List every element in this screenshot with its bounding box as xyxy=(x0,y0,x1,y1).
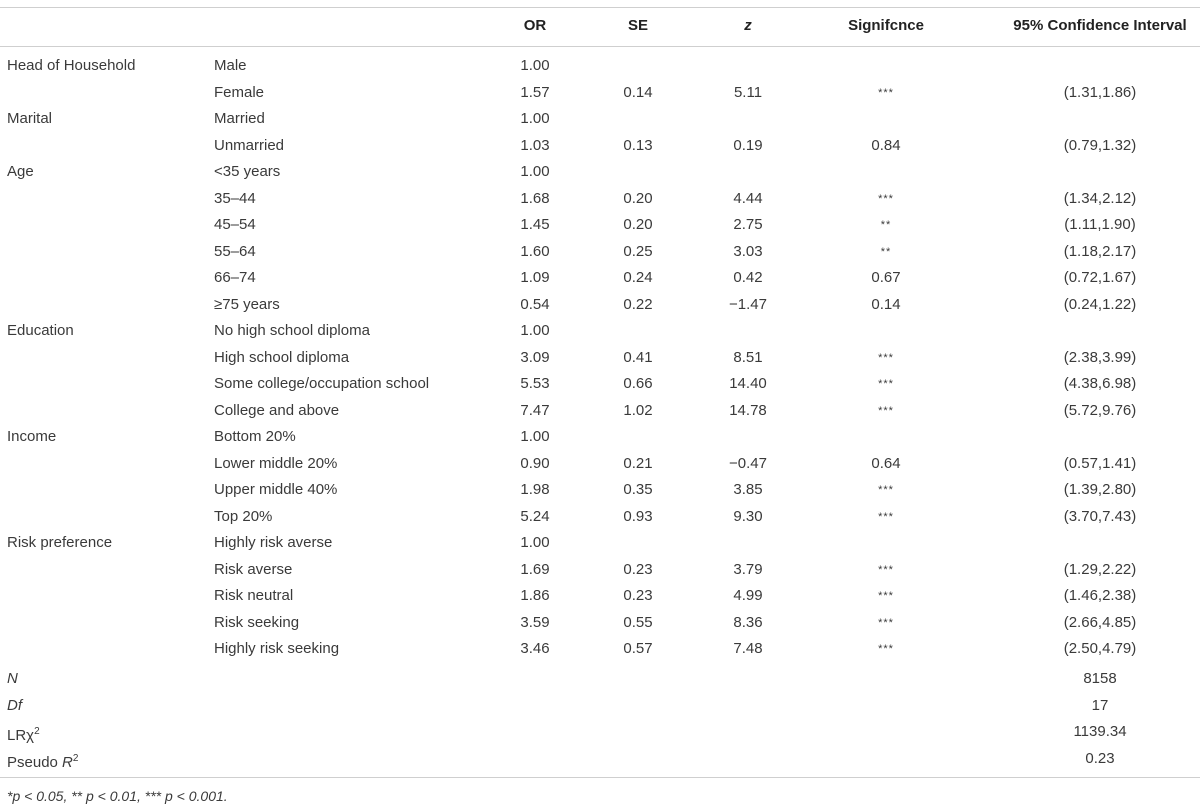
cell-or: 1.09 xyxy=(520,269,550,286)
cell-confidence-interval: (1.34,2.12) xyxy=(1063,189,1137,207)
cell-significance: ** xyxy=(880,245,892,258)
cell-z: 5.11 xyxy=(733,83,763,101)
cell-se: 0.21 xyxy=(623,454,653,472)
cell-se: 0.22 xyxy=(623,295,653,313)
cell-or: 3.09 xyxy=(520,348,550,366)
row-category-label: Risk seeking xyxy=(214,613,300,631)
cell-se: 0.35 xyxy=(623,481,653,498)
row-category-label: 66–74 xyxy=(214,269,256,286)
row-category-label: Married xyxy=(214,110,265,127)
cell-z: −0.47 xyxy=(729,454,767,472)
cell-significance: *** xyxy=(878,484,894,496)
row-category-label: High school diploma xyxy=(214,348,350,366)
cell-significance: *** xyxy=(878,404,894,417)
cell-se: 0.55 xyxy=(623,613,653,631)
table-top-rule xyxy=(0,7,1200,8)
cell-confidence-interval: (5.72,9.76) xyxy=(1063,401,1137,419)
pseudo-text: Pseudo xyxy=(7,753,63,771)
column-header-confidence-interval: 95% Confidence Interval xyxy=(1013,17,1187,34)
cell-or: 3.46 xyxy=(520,640,550,657)
cell-or: 1.03 xyxy=(520,136,550,154)
cell-significance: *** xyxy=(878,563,894,576)
row-group-label: Risk preference xyxy=(7,534,113,551)
cell-se: 0.41 xyxy=(623,348,653,366)
row-category-label: Top 20% xyxy=(214,507,273,525)
cell-or: 7.47 xyxy=(520,401,550,419)
row-category-label: Some college/occupation school xyxy=(214,375,430,392)
cell-or: 5.24 xyxy=(520,507,550,525)
cell-confidence-interval: (1.29,2.22) xyxy=(1063,560,1137,578)
cell-significance: *** xyxy=(878,590,894,602)
lr-superscript: 2 xyxy=(34,726,40,737)
cell-confidence-interval: (2.50,4.79) xyxy=(1063,640,1137,657)
stat-value-df: 17 xyxy=(1091,696,1109,714)
column-header-significance: Signifcnce xyxy=(848,17,924,34)
row-category-label: College and above xyxy=(214,401,340,419)
cell-se: 0.14 xyxy=(623,83,653,101)
cell-se: 1.02 xyxy=(623,401,653,419)
row-category-label: Risk averse xyxy=(214,560,293,578)
cell-z: −1.47 xyxy=(729,295,767,313)
cell-z: 7.48 xyxy=(733,640,763,657)
row-category-label: 35–44 xyxy=(214,189,256,207)
cell-se: 0.57 xyxy=(623,640,653,657)
cell-confidence-interval: (1.18,2.17) xyxy=(1063,242,1137,260)
cell-se: 0.25 xyxy=(623,242,653,260)
cell-confidence-interval: (0.57,1.41) xyxy=(1063,454,1137,472)
cell-confidence-interval: (0.72,1.67) xyxy=(1063,269,1137,286)
cell-or: 1.68 xyxy=(520,189,550,207)
cell-se: 0.93 xyxy=(623,507,653,525)
cell-or: 5.53 xyxy=(520,375,550,392)
cell-or: 1.86 xyxy=(520,587,550,604)
table-bottom-rule xyxy=(0,777,1200,778)
cell-confidence-interval: (3.70,7.43) xyxy=(1063,507,1137,525)
cell-significance: 0.14 xyxy=(871,295,901,313)
cell-or: 1.45 xyxy=(520,216,550,233)
stat-label-lr-chi2 xyxy=(7,719,40,746)
stat-label-n: N xyxy=(7,670,18,687)
cell-se: 0.23 xyxy=(623,587,653,604)
cell-significance: *** xyxy=(878,378,894,390)
header-rule xyxy=(0,46,1200,47)
cell-z: 0.42 xyxy=(733,269,763,286)
row-category-label: Male xyxy=(214,57,247,74)
cell-se: 0.24 xyxy=(623,269,653,286)
cell-se: 0.20 xyxy=(623,189,653,207)
cell-confidence-interval: (1.11,1.90) xyxy=(1064,216,1136,233)
row-category-label: Highly risk seeking xyxy=(214,640,340,657)
cell-significance: ** xyxy=(880,219,892,231)
cell-or: 0.54 xyxy=(520,295,550,313)
stat-label-df: Df xyxy=(7,696,22,714)
cell-significance: *** xyxy=(878,351,894,364)
row-category-label: 55–64 xyxy=(214,242,256,260)
r-variable: R xyxy=(62,753,73,771)
cell-se: 0.23 xyxy=(623,560,653,578)
cell-or: 1.60 xyxy=(520,242,550,260)
row-category-label: No high school diploma xyxy=(214,322,370,339)
cell-or: 1.00 xyxy=(520,428,550,445)
column-header-z: z xyxy=(744,17,752,34)
cell-z: 2.75 xyxy=(733,216,763,233)
cell-z: 4.99 xyxy=(733,587,763,604)
cell-confidence-interval: (4.38,6.98) xyxy=(1063,375,1137,392)
cell-se: 0.66 xyxy=(623,375,653,392)
row-group-label: Age xyxy=(7,163,34,180)
stat-value-n: 8158 xyxy=(1083,670,1117,687)
lr-text: LRχ xyxy=(7,727,35,744)
cell-significance: *** xyxy=(878,616,894,629)
stat-value-pseudo-r2: 0.23 xyxy=(1085,749,1115,767)
cell-z: 4.44 xyxy=(733,189,763,207)
cell-se: 0.13 xyxy=(623,136,653,154)
cell-z: 14.40 xyxy=(729,375,767,392)
cell-or: 1.00 xyxy=(520,322,550,339)
cell-significance: 0.67 xyxy=(871,269,901,286)
cell-significance: 0.84 xyxy=(871,136,901,154)
table-footnote: *p < 0.05, ** p < 0.01, *** p < 0.001. xyxy=(7,788,228,804)
cell-z: 0.19 xyxy=(733,136,763,154)
row-category-label: Highly risk averse xyxy=(214,534,333,551)
r2-superscript: 2 xyxy=(72,752,79,764)
row-category-label: Risk neutral xyxy=(214,587,294,604)
cell-z: 3.85 xyxy=(733,481,763,498)
row-category-label: Female xyxy=(214,83,265,101)
cell-or: 1.00 xyxy=(520,163,550,180)
row-category-label: ≥75 years xyxy=(214,295,280,313)
column-header-se: SE xyxy=(627,17,648,34)
row-group-label: Education xyxy=(7,322,74,339)
cell-significance: *** xyxy=(878,192,894,205)
cell-or: 1.98 xyxy=(520,481,550,498)
row-category-label: Upper middle 40% xyxy=(214,481,338,498)
cell-significance: 0.64 xyxy=(871,454,901,472)
cell-confidence-interval: (1.39,2.80) xyxy=(1063,481,1137,498)
cell-confidence-interval: (2.38,3.99) xyxy=(1063,348,1137,366)
cell-se: 0.20 xyxy=(623,216,653,233)
cell-or: 0.90 xyxy=(520,454,550,472)
cell-z: 14.78 xyxy=(729,401,767,419)
cell-or: 1.00 xyxy=(520,110,550,127)
cell-significance: *** xyxy=(878,86,894,99)
stat-label-pseudo-r2 xyxy=(7,746,78,773)
cell-z: 9.30 xyxy=(733,507,763,525)
row-category-label: <35 years xyxy=(214,163,281,180)
row-group-label: Head of Household xyxy=(7,57,136,74)
cell-confidence-interval: (0.79,1.32) xyxy=(1063,136,1137,154)
column-header-or: OR xyxy=(523,17,547,34)
cell-z: 8.36 xyxy=(733,613,763,631)
cell-z: 3.79 xyxy=(733,560,763,578)
cell-or: 1.69 xyxy=(520,560,550,578)
cell-z: 3.03 xyxy=(733,242,763,260)
cell-z: 8.51 xyxy=(733,348,763,366)
row-group-label: Income xyxy=(7,428,57,445)
cell-or: 3.59 xyxy=(520,613,550,631)
cell-confidence-interval: (2.66,4.85) xyxy=(1063,613,1137,631)
row-category-label: Lower middle 20% xyxy=(214,454,338,472)
row-category-label: Bottom 20% xyxy=(214,428,296,445)
cell-confidence-interval: (0.24,1.22) xyxy=(1063,295,1137,313)
cell-or: 1.57 xyxy=(520,83,550,101)
cell-significance: *** xyxy=(878,510,894,523)
cell-significance: *** xyxy=(878,643,894,655)
stat-value-lr-chi2: 1139.34 xyxy=(1073,723,1127,740)
row-group-label: Marital xyxy=(7,110,53,127)
row-category-label: 45–54 xyxy=(214,216,256,233)
cell-confidence-interval: (1.31,1.86) xyxy=(1063,83,1137,101)
cell-or: 1.00 xyxy=(520,534,550,551)
cell-confidence-interval: (1.46,2.38) xyxy=(1063,587,1137,604)
row-category-label: Unmarried xyxy=(214,136,285,154)
cell-or: 1.00 xyxy=(520,57,550,74)
